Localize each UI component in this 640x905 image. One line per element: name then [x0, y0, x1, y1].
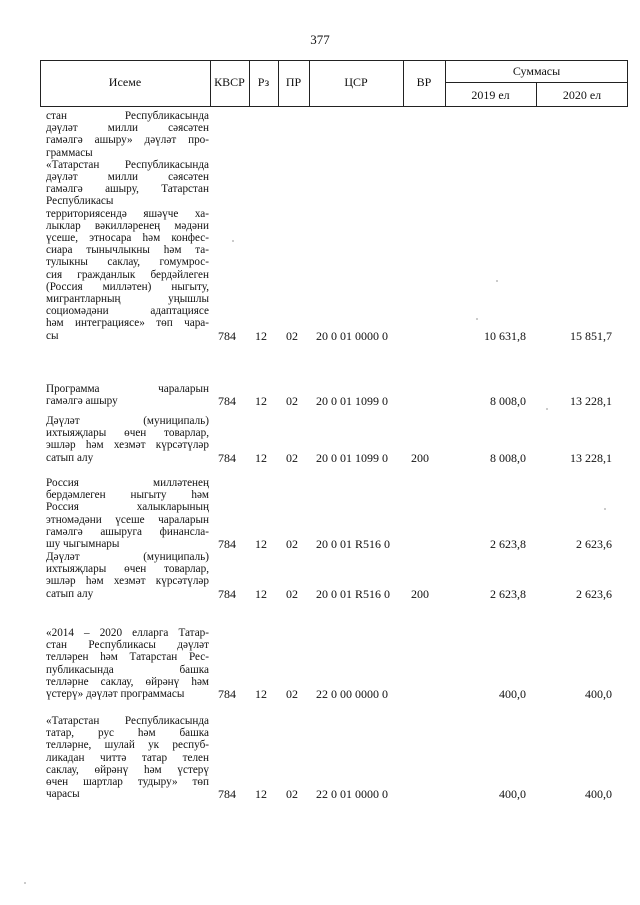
- row-kvsr: 784: [218, 328, 236, 343]
- row-name-line: гамәлгә ашыру, Татарстан: [46, 183, 209, 196]
- row-rz: 12: [255, 687, 267, 701]
- row-pr: 02: [286, 537, 298, 551]
- row-sum-2020: 13 228,1: [570, 450, 612, 465]
- scan-dot: [24, 882, 26, 884]
- row-csr: 20 0 01 0000 0: [316, 328, 388, 343]
- row-name-line: өчен шартлар тудыру» төп: [46, 776, 209, 789]
- row-name: [46, 715, 209, 800]
- row-name-line: Россия милләтенең: [46, 477, 209, 489]
- row-rz: 12: [255, 450, 267, 465]
- row-pr: 02: [286, 328, 298, 343]
- row-pr: 02: [286, 687, 298, 701]
- row-name-line: үстерү» дәүләт программасы: [46, 688, 185, 701]
- row-csr: 20 0 01 R516 0: [316, 586, 391, 601]
- row-vr: 200: [411, 586, 429, 601]
- row-name-line: чарасы: [46, 788, 80, 801]
- row-name-line: стан Республикасында: [46, 110, 209, 122]
- row-sum-2019: 8 008,0: [490, 450, 526, 465]
- row-csr: 20 0 01 R516 0: [316, 537, 391, 551]
- row-kvsr: 784: [218, 537, 236, 551]
- row-rz: 12: [255, 394, 267, 409]
- scan-dot: [232, 240, 234, 242]
- row-name-line: телләрне саклау, өйрәнү һәм: [46, 675, 209, 688]
- header-csr: ЦСР: [344, 75, 368, 89]
- row-name-line: дәүләт милли сәясәтен: [46, 122, 209, 135]
- row-name-line: социомәдәни адаптациясе: [46, 305, 209, 318]
- row-sum-2020: 15 851,7: [570, 328, 612, 343]
- row-name-line: ихтыяҗлары өчен товарлар,: [46, 563, 209, 576]
- row-csr: 22 0 01 0000 0: [316, 787, 388, 802]
- row-kvsr: 784: [218, 787, 236, 802]
- row-name-line: сы: [46, 329, 59, 342]
- row-name-line: ликадан читтә татар телен: [46, 751, 209, 764]
- row-name: [46, 383, 209, 407]
- row-name-line: Дәүләт (муниципаль): [46, 415, 209, 427]
- table-header: [40, 60, 628, 107]
- row-name-line: лыклар вәкилләренең мәдәни: [46, 219, 209, 232]
- scan-dot: [476, 318, 478, 320]
- row-name-line: сатып алу: [46, 587, 94, 600]
- row-name-line: телләрне, шулай ук респуб-: [46, 739, 209, 752]
- row-name-line: (Россия милләтен) ныгыту,: [46, 280, 209, 293]
- row-name-line: гамәлгә ашыру: [46, 395, 118, 408]
- row-name-line: саклау, өйрәнү һәм үстерү: [46, 763, 209, 776]
- row-sum-2020: 400,0: [585, 787, 612, 802]
- row-name-line: сия гражданлык бердәйлеген: [46, 268, 209, 281]
- row-name-line: бердәмлеген ныгыту һәм: [46, 489, 209, 502]
- row-name-line: «Татарстан Республикасында: [46, 715, 209, 727]
- row-name-line: гамәлгә ашыруга финансла-: [46, 525, 209, 538]
- row-name-line: татар, рус һәм башка: [46, 727, 209, 740]
- row-csr: 20 0 01 1099 0: [316, 450, 388, 465]
- row-sum-2019: 10 631,8: [484, 328, 526, 343]
- scan-dot: [604, 508, 606, 510]
- header-sums: Суммасы: [512, 64, 561, 78]
- row-sum-2019: 2 623,8: [490, 537, 526, 551]
- header-bottom-rule: [40, 106, 628, 107]
- row-name-line: шу чыгымнары: [46, 538, 120, 551]
- row-name-line: публикасында башка: [46, 663, 209, 676]
- row-kvsr: 784: [218, 586, 236, 601]
- row-kvsr: 784: [218, 450, 236, 465]
- row-name-line: мигрантларның уңышлы: [46, 293, 209, 306]
- row-name-line: Республикасы: [46, 195, 114, 208]
- row-rz: 12: [255, 328, 267, 343]
- header-year-2020: 2020 ел: [562, 88, 602, 102]
- scan-dot: [546, 408, 548, 410]
- row-pr: 02: [286, 787, 298, 802]
- row-name: [46, 551, 209, 600]
- row-sum-2019: 8 008,0: [490, 394, 526, 409]
- row-rz: 12: [255, 537, 267, 551]
- row-name-line: эшләр һәм хезмәт күрсәтүләр: [46, 439, 209, 452]
- row-sum-2020: 400,0: [585, 687, 612, 701]
- row-name-line: территориясендә яшәүче ха-: [46, 207, 209, 220]
- header-rz: Рз: [257, 75, 270, 89]
- header-kvsr: КВСР: [214, 75, 245, 89]
- row-name-line: тулыкны саклау, гомумрос-: [46, 256, 209, 269]
- page-number: 377: [310, 32, 330, 47]
- row-name-line: сатып алу: [46, 451, 94, 464]
- row-name-line: граммасы: [46, 146, 93, 159]
- row-name-line: этномәдәни үсеше чараларын: [46, 513, 209, 526]
- row-rz: 12: [255, 586, 267, 601]
- row-name: [46, 627, 209, 700]
- row-name-line: телләрен һәм Татарстан Рес-: [46, 651, 209, 664]
- row-kvsr: 784: [218, 687, 236, 701]
- row-vr: 200: [411, 450, 429, 465]
- header-name: Исеме: [108, 75, 142, 89]
- row-csr: 20 0 01 1099 0: [316, 394, 388, 409]
- row-sum-2020: 2 623,6: [576, 586, 612, 601]
- row-sum-2019: 400,0: [499, 687, 526, 701]
- row-pr: 02: [286, 450, 298, 465]
- row-csr: 22 0 00 0000 0: [316, 687, 388, 701]
- row-name-line: Дәүләт (муниципаль): [46, 551, 209, 563]
- row-pr: 02: [286, 394, 298, 409]
- row-pr: 02: [286, 586, 298, 601]
- row-name-line: гамәлгә ашыру» дәүләт про-: [46, 134, 209, 147]
- row-kvsr: 784: [218, 394, 236, 409]
- header-year-2019: 2019 ел: [471, 88, 510, 102]
- row-sum-2019: 400,0: [499, 787, 526, 802]
- row-name-line: эшләр һәм хезмәт күрсәтүләр: [46, 575, 209, 588]
- row-name: [46, 477, 209, 550]
- row-name-line: Россия халыкларының: [46, 501, 209, 514]
- row-name: [46, 110, 209, 342]
- header-pr: ПР: [285, 75, 302, 89]
- row-name-line: стан Республикасы дәүләт: [46, 639, 209, 652]
- row-sum-2020: 13 228,1: [570, 394, 612, 409]
- row-name-line: үсеше, этносара һәм конфес-: [46, 232, 209, 245]
- row-name-line: һәм интеграциясе» төп чара-: [46, 317, 209, 330]
- row-name-line: Программа чараларын: [46, 383, 209, 395]
- row-sum-2020: 2 623,6: [576, 537, 612, 551]
- row-name: [46, 415, 209, 464]
- header-vr: ВР: [416, 75, 432, 89]
- row-rz: 12: [255, 787, 267, 802]
- row-sum-2019: 2 623,8: [490, 586, 526, 601]
- row-name-line: сиара тынычлыкны һәм та-: [46, 244, 209, 257]
- row-name-line: «2014 – 2020 елларга Татар-: [46, 627, 209, 639]
- row-name-line: «Татарстан Республикасында: [46, 158, 209, 171]
- row-name-line: дәүләт милли сәясәтен: [46, 171, 209, 184]
- scan-dot: [496, 280, 498, 282]
- row-name-line: ихтыяҗлары өчен товарлар,: [46, 427, 209, 440]
- header-top-rule: [40, 60, 628, 61]
